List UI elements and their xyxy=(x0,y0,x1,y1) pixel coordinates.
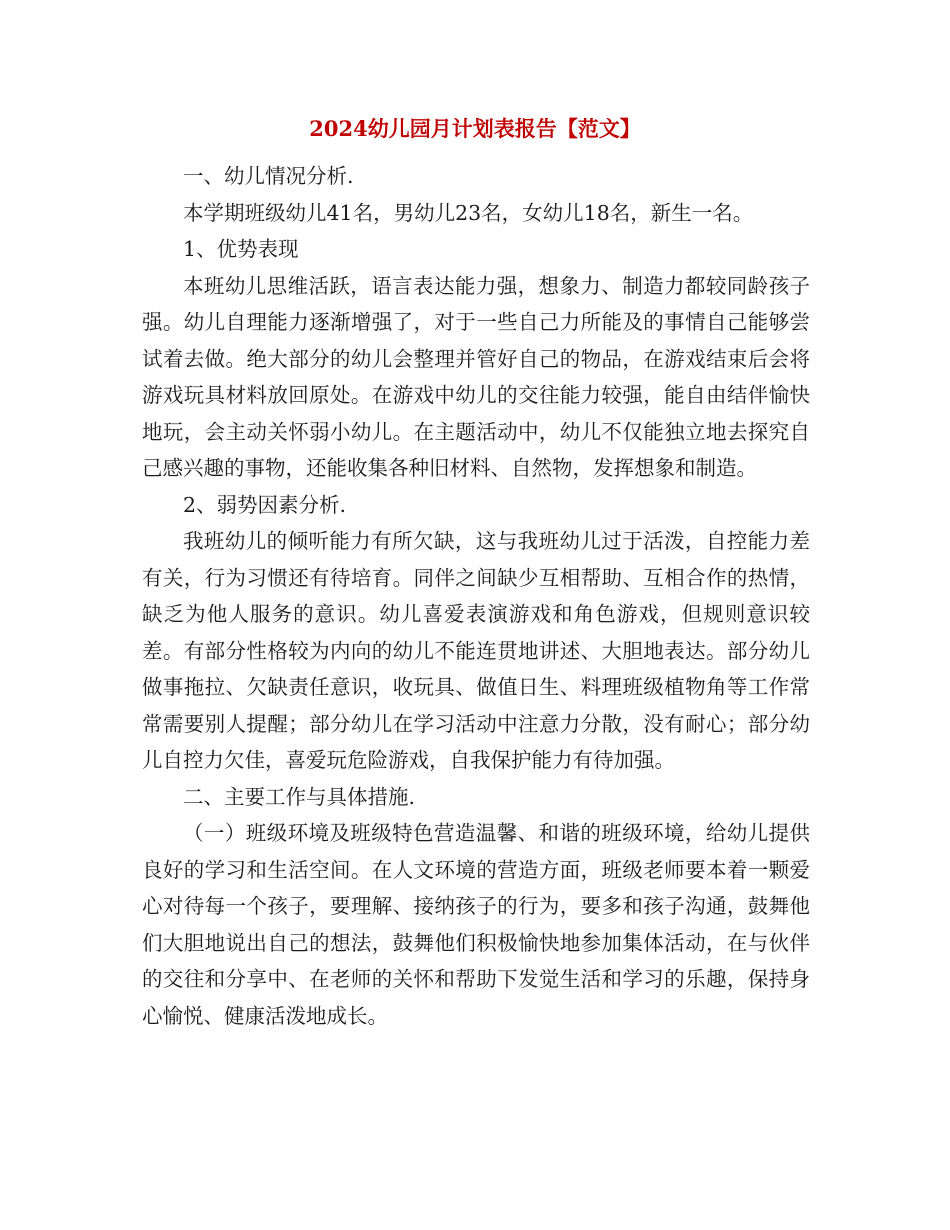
subheading-weaknesses: 2、弱势因素分析. xyxy=(183,492,347,517)
paragraph-class-environment: （一）班级环境及班级特色营造温馨、和谐的班级环境，给幼儿提供良好的学习和生活空间。在人文环境的营造方面，班级老师要本着一颗爱心对待每一个孩子，要理解、接纳孩子的行为，要多和孩子沟通，鼓舞他们大胆地说出自己的想法，鼓舞他们积极愉快地参加集体活动，在与伙伴的交往和分享中、在老师的关怀和帮助下发觉生活和学习的乐趣，保持身心愉悦、健康活泼地成长。 xyxy=(142,821,810,1028)
paragraph-strengths: 本班幼儿思维活跃，语言表达能力强，想象力、制造力都较同龄孩子强。幼儿自理能力逐渐增强了，对于一些自己力所能及的事情自己能够尝试着去做。绝大部分的幼儿会整理并管好自己的物品，在游戏结束后会将游戏玩具材料放回原处。在游戏中幼儿的交往能力较强，能自由结伴愉快地玩，会主动关怀弱小幼儿。在主题活动中，幼儿不仅能独立地去探究自己感兴趣的事物，还能收集各种旧材料、自然物，发挥想象和制造。 xyxy=(142,273,810,480)
section-heading-main-work: 二、主要工作与具体措施. xyxy=(183,784,416,809)
paragraph-weaknesses: 我班幼儿的倾听能力有所欠缺，这与我班幼儿过于活泼，自控能力差有关，行为习惯还有待培育。同伴之间缺少互相帮助、互相合作的热情，缺乏为他人服务的意识。幼儿喜爱表演游戏和角色游戏，但规则意识较差。有部分性格较为内向的幼儿不能连贯地讲述、大胆地表达。部分幼儿做事拖拉、欠缺责任意识，收玩具、做值日生、料理班级植物角等工作常常需要别人提醒；部分幼儿在学习活动中注意力分散，没有耐心；部分幼儿自控力欠佳，喜爱玩危险游戏，自我保护能力有待加强。 xyxy=(142,529,810,772)
section-heading-situation-analysis: 一、幼儿情况分析. xyxy=(183,164,354,188)
document-title: 2024幼儿园月计划表报告【范文】 xyxy=(309,116,641,141)
paragraph-class-enrollment: 本学期班级幼儿41名，男幼儿23名，女幼儿18名，新生一名。 xyxy=(183,200,754,225)
document-body xyxy=(142,158,810,1034)
subheading-strengths: 1、优势表现 xyxy=(183,237,299,261)
